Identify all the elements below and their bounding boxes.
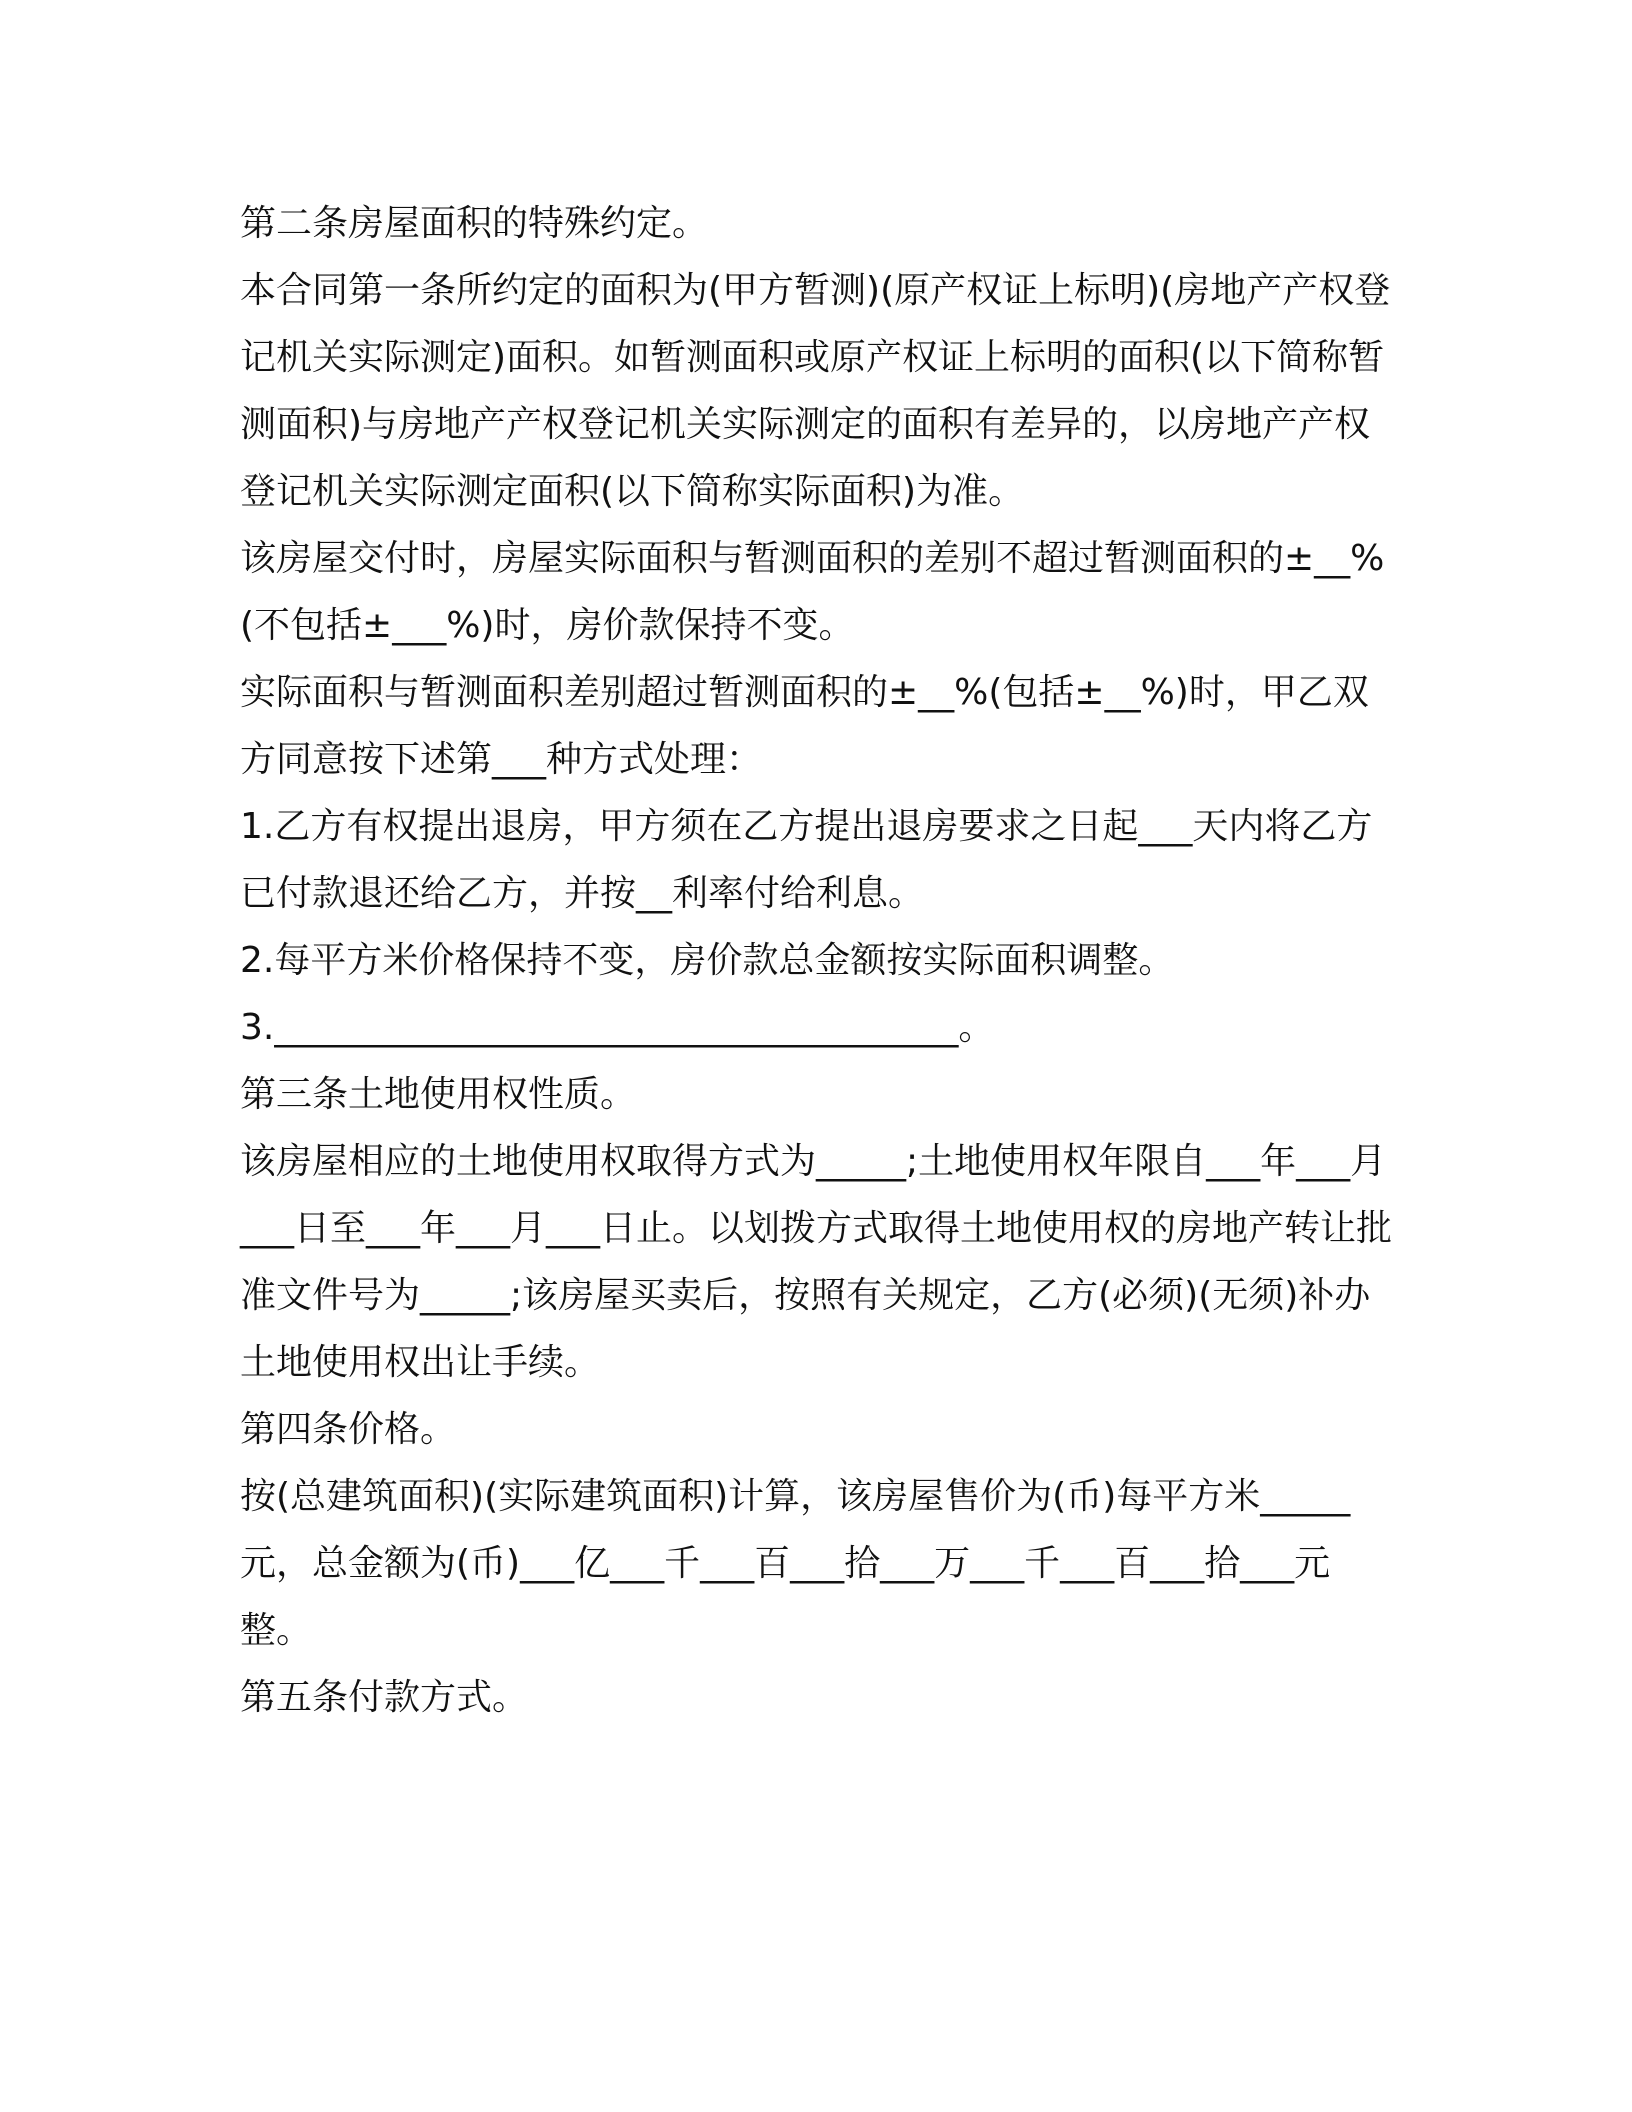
area-tolerance-paragraph: 该房屋交付时，房屋实际面积与暂测面积的差别不超过暂测面积的±__%(不包括±___%)时，房价款保持不变。	[240, 538, 1385, 646]
article-2-heading: 第二条房屋面积的特殊约定。	[240, 203, 709, 244]
article-3-heading: 第三条土地使用权性质。	[240, 1074, 637, 1115]
article-4-heading: 第四条价格。	[240, 1409, 457, 1450]
option-3-paragraph: 3.______________________________________。	[240, 1007, 995, 1048]
document-page	[240, 190, 1400, 1731]
article-5-heading: 第五条付款方式。	[240, 1677, 529, 1718]
price-paragraph: 按(总建筑面积)(实际建筑面积)计算，该房屋售价为(币)每平方米_____元，总金额为(币)___亿___千___百___拾___万___千___百___拾___元整。	[240, 1476, 1351, 1651]
option-1-paragraph: 1.乙方有权提出退房，甲方须在乙方提出退房要求之日起___天内将乙方已付款退还给乙方，并按__利率付给利息。	[240, 806, 1373, 914]
area-excess-paragraph: 实际面积与暂测面积差别超过暂测面积的±__%(包括±__%)时，甲乙双方同意按下述第___种方式处理：	[240, 672, 1369, 780]
area-definition-paragraph: 本合同第一条所约定的面积为(甲方暂测)(原产权证上标明)(房地产产权登记机关实际测定)面积。如暂测面积或原产权证上标明的面积(以下简称暂测面积)与房地产产权登记机关实际测定的面积有差异的，以房地产产权登记机关实际测定面积(以下简称实际面积)为准。	[240, 270, 1391, 512]
option-2-paragraph: 2.每平方米价格保持不变，房价款总金额按实际面积调整。	[240, 940, 1175, 981]
land-use-paragraph: 该房屋相应的土地使用权取得方式为_____;土地使用权年限自___年___月___日至___年___月___日止。以划拨方式取得土地使用权的房地产转让批准文件号为_____;该房屋买卖后，按照有关规定，乙方(必须)(无须)补办土地使用权出让手续。	[240, 1141, 1393, 1383]
